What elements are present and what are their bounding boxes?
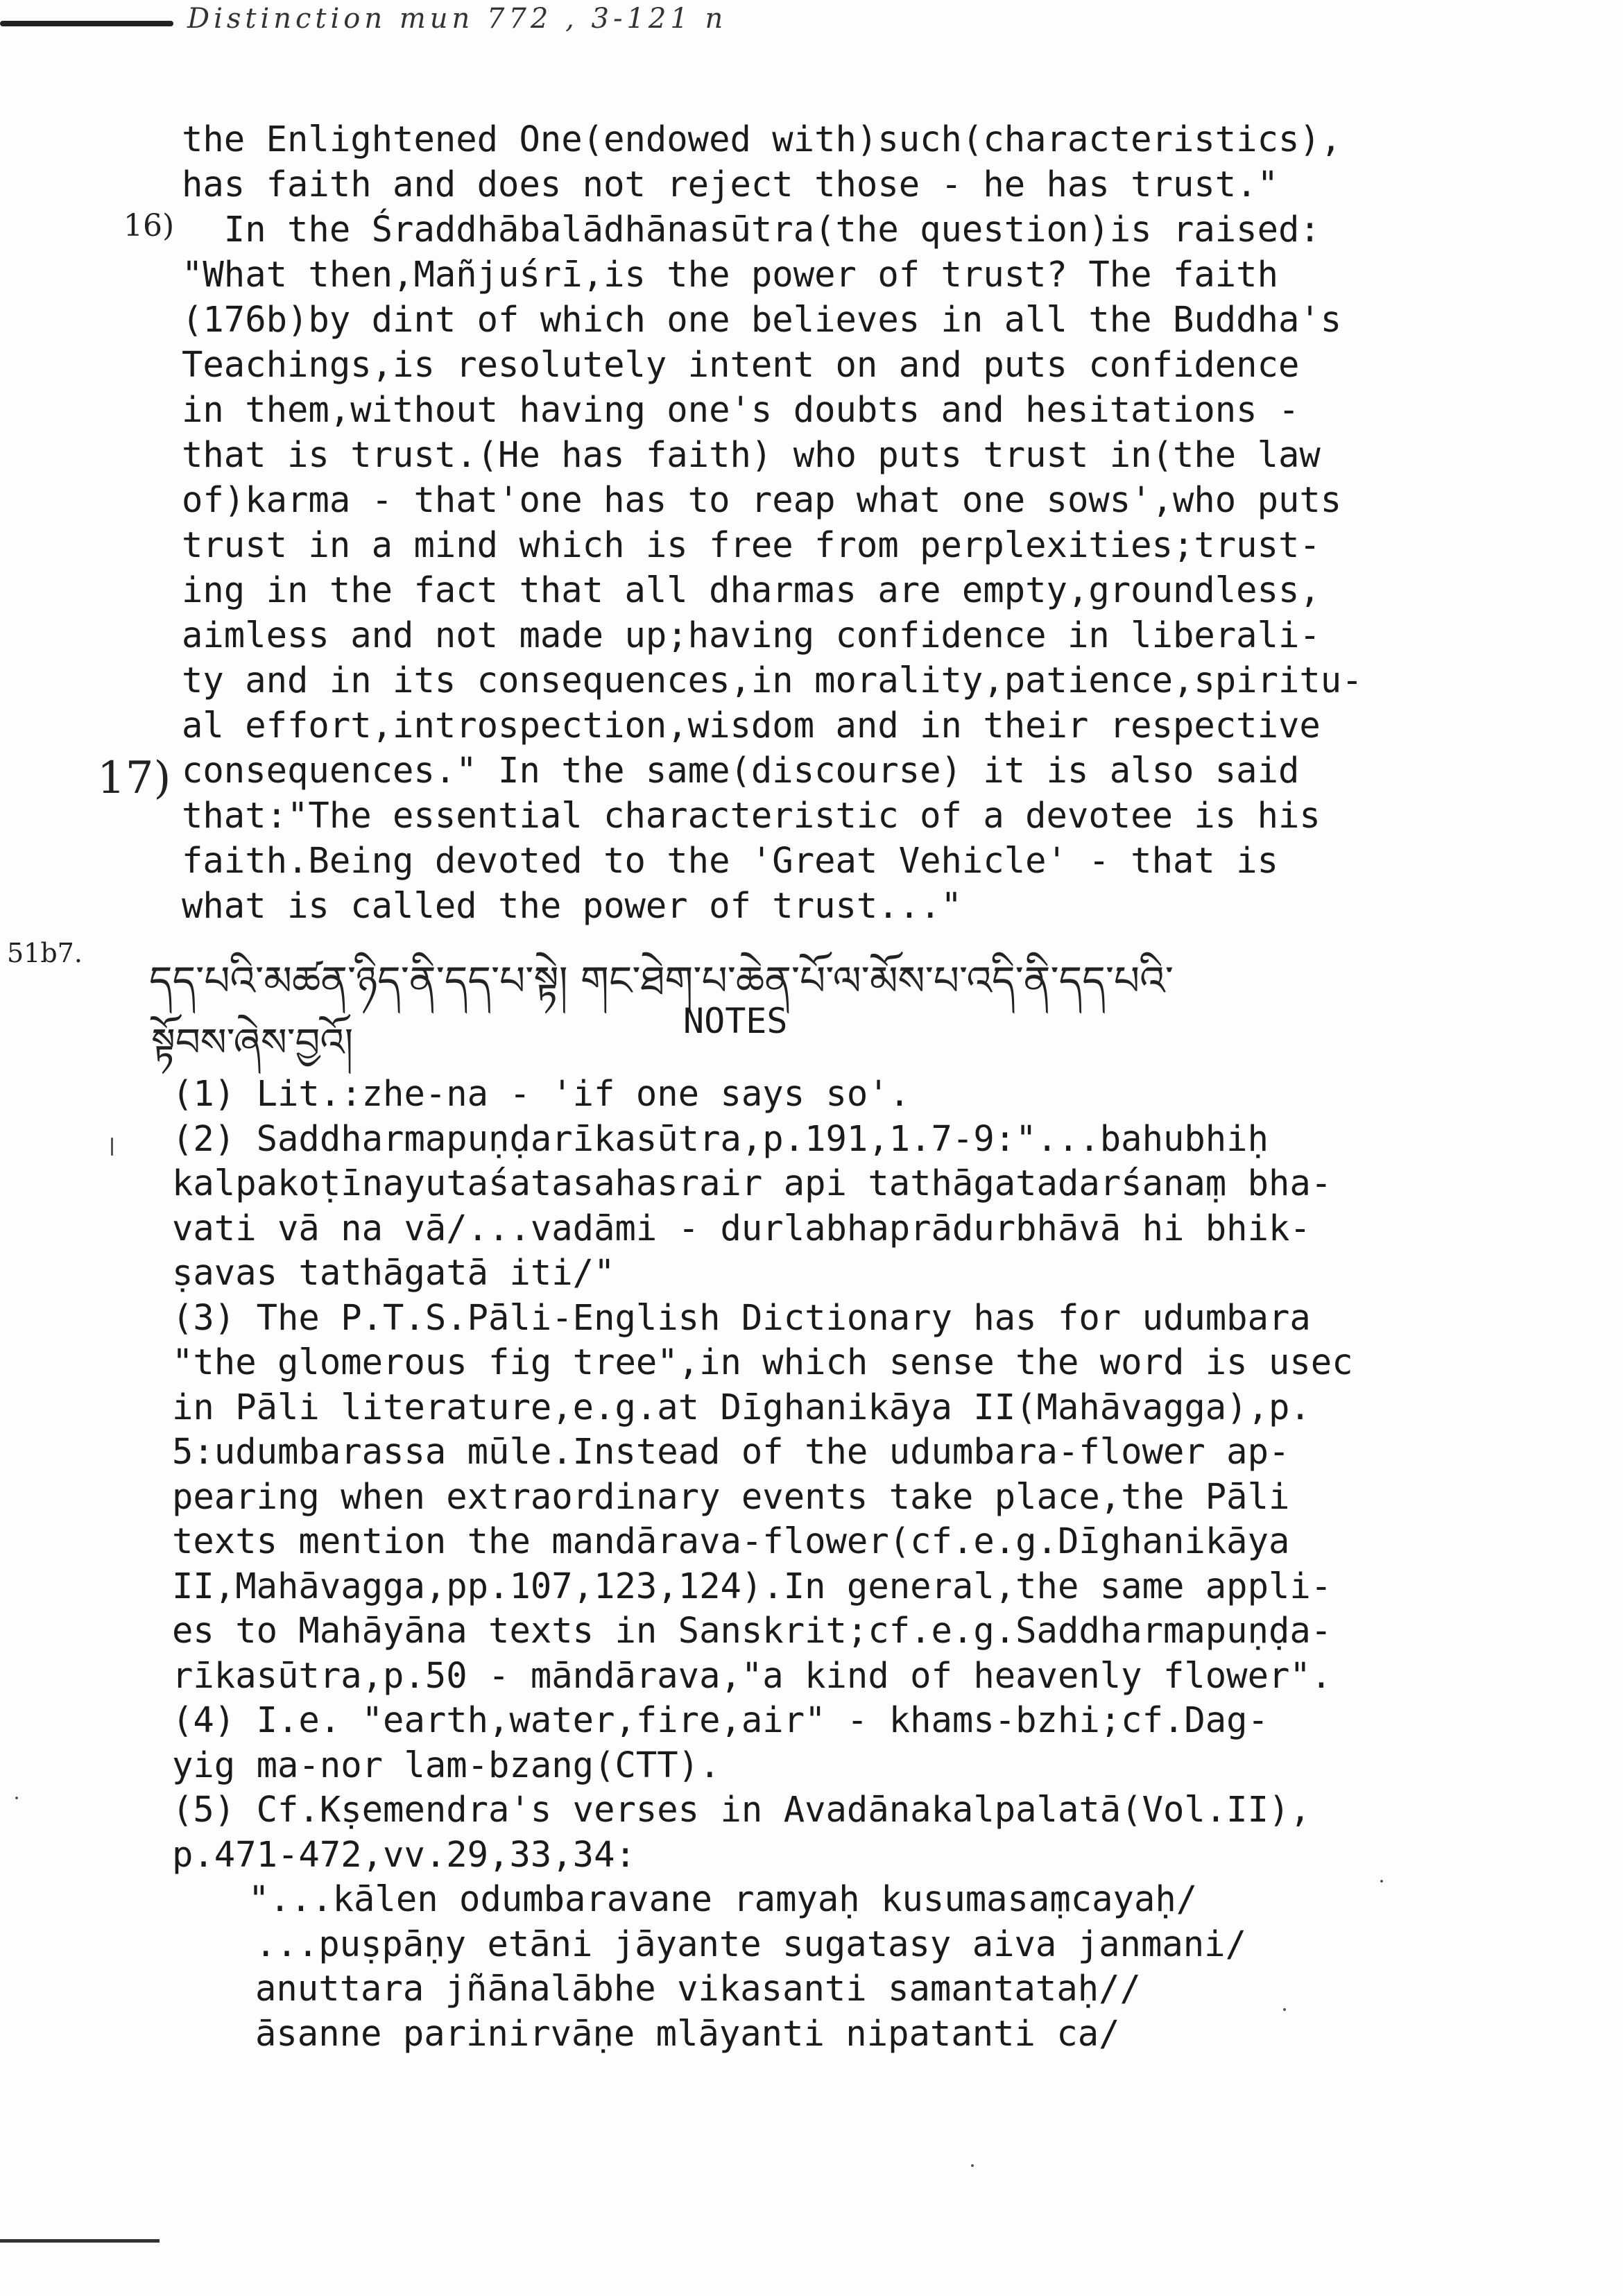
note-line: "the glomerous fig tree",in which sense the word is usec (172, 1342, 1353, 1382)
margin-note-51b: 51b7. (7, 938, 83, 968)
main-text (182, 117, 1472, 928)
margin-note-17: 17) (97, 753, 171, 804)
note-line: in Pāli literature,e.g.at Dīghanikāya II(Mahāvagga),p. (172, 1386, 1311, 1428)
body-line: aimless and not made up;having confidence in liberali- (182, 615, 1321, 656)
body-line: Teachings,is resolutely intent on and puts confidence (182, 344, 1300, 385)
note-line: pearing when extraordinary events take place,the Pāli (172, 1475, 1290, 1517)
verse-line: āsanne parinirvāṇe mlāyanti nipatanti ca/ (255, 2012, 1120, 2054)
note-line: vati vā na vā/...vadāmi - durlabhaprādurbhāvā hi bhik- (172, 1207, 1311, 1249)
note-line: II,Mahāvagga,pp.107,123,124).In general,the same appli- (172, 1565, 1332, 1607)
note-line: (2) Saddharmapuṇḍarīkasūtra,p.191,1.7-9:"...bahubhiḥ (172, 1117, 1269, 1159)
note-line: p.471-472,vv.29,33,34: (172, 1833, 636, 1875)
body-line: consequences." In the same(discourse) it is also said (182, 750, 1300, 791)
margin-note-16: 16) (123, 208, 175, 243)
scan-speck (971, 2164, 974, 2167)
note-line: (1) Lit.:zhe-na - 'if one says so'. (172, 1073, 911, 1114)
body-line: that is trust.(He has faith) who puts trust in(the law (182, 434, 1321, 475)
note-line: yig ma-nor lam-bzang(CTT). (172, 1744, 721, 1785)
body-line: the Enlightened One(endowed with)such(characteristics), (182, 119, 1342, 160)
body-line: In the Śraddhābalādhānasūtra(the question)is raised: (182, 209, 1321, 250)
scan-speck (1283, 2008, 1286, 2011)
note-line: (4) I.e. "earth,water,fire,air" - khams-bzhi;cf.Dag- (172, 1699, 1269, 1740)
margin-tick (111, 1138, 113, 1156)
verse-line: "...kālen odumbaravane ramyaḥ kusumasaṃcayaḥ/ (248, 1878, 1198, 1919)
notes-section (172, 1072, 1490, 2056)
body-line: has faith and does not reject those - he has trust." (182, 164, 1278, 205)
note-line: kalpakoṭīnayutaśatasahasrair api tathāgatadarśanaṃ bha- (172, 1163, 1332, 1203)
scan-speck (1380, 1880, 1383, 1883)
note-line: (5) Cf.Kṣemendra's verses in Avadānakalpalatā(Vol.II), (172, 1789, 1311, 1830)
note-line: rīkasūtra,p.50 - māndārava,"a kind of heavenly flower". (172, 1654, 1332, 1696)
notes-heading: NOTES (683, 1001, 788, 1041)
note-line: (3) The P.T.S.Pāli-English Dictionary has for udumbara (172, 1296, 1311, 1338)
verse-line: anuttara jñānalābhe vikasanti samantataḥ// (255, 1968, 1141, 2009)
body-line: of)karma - that'one has to reap what one sows',who puts (182, 479, 1342, 520)
handwritten-header: Distinction mun 772 , 3-121 n (187, 3, 728, 35)
body-line: trust in a mind which is free from perplexities;trust- (182, 524, 1321, 565)
note-line: ṣavas tathāgatā iti/" (172, 1252, 615, 1293)
verse-line: ...puṣpāṇy etāni jāyante sugatasy aiva janmani/ (255, 1923, 1246, 1964)
scan-edge-mark (0, 21, 173, 26)
body-line: al effort,introspection,wisdom and in their respective (182, 705, 1321, 746)
body-line: ing in the fact that all dharmas are empty,groundless, (182, 569, 1321, 610)
tibetan-text-line-2: སྟོབས་ཞེས་བྱའོ། (151, 1020, 354, 1065)
body-line: faith.Being devoted to the 'Great Vehicle' - that is (182, 840, 1278, 881)
body-line: "What then,Mañjuśrī,is the power of trust? The faith (182, 254, 1278, 295)
body-line: what is called the power of trust..." (182, 885, 962, 926)
body-line: in them,without having one's doubts and hesitations - (182, 389, 1300, 430)
scan-speck (15, 1797, 18, 1799)
scan-edge-mark-bottom (0, 2239, 160, 2243)
body-line: that:"The essential characteristic of a devotee is his (182, 795, 1321, 836)
body-line: (176b)by dint of which one believes in all the Buddha's (182, 299, 1342, 340)
note-line: es to Mahāyāna texts in Sanskrit;cf.e.g.Saddharmapuṇḍa- (172, 1610, 1332, 1651)
tibetan-text-line-1: དད་པའི་མཚན་ཉིད་ནི་དད་པ་སྟེ། གང་ཐེག་པ་ཆེན་པོ་ལ་མོས་པ་འདི་ནི་དད་པའི་ (149, 957, 1174, 1004)
body-line: ty and in its consequences,in morality,patience,spiritu- (182, 660, 1363, 701)
note-line: 5:udumbarassa mūle.Instead of the udumbara-flower ap- (172, 1431, 1290, 1472)
note-line: texts mention the mandārava-flower(cf.e.g.Dīghanikāya (172, 1520, 1290, 1561)
